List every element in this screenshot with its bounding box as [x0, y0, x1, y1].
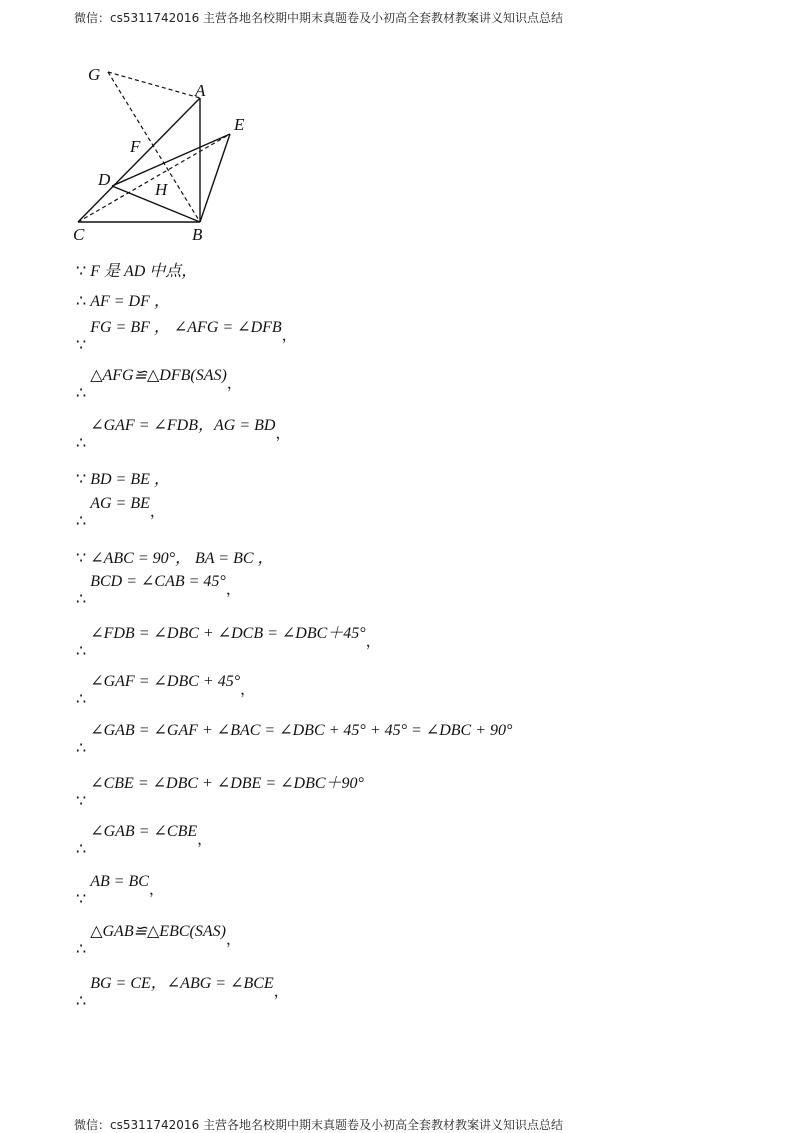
- dashed-ga: [108, 72, 200, 98]
- proof-expression: F 是 AD 中点，: [90, 263, 198, 280]
- because-symbol: ∵: [76, 261, 87, 280]
- proof-line: [76, 466, 170, 489]
- proof-line: [76, 417, 291, 452]
- because-symbol: ∵: [76, 335, 87, 354]
- proof-line: [76, 673, 256, 708]
- proof-line: [76, 367, 242, 402]
- proof-punctuation: ，: [149, 502, 165, 520]
- proof-expression: AF = DF ，: [90, 293, 170, 310]
- therefore-symbol: ∴: [76, 383, 87, 402]
- therefore-symbol: ∴: [76, 641, 87, 660]
- proof-punctuation: ，: [273, 982, 289, 1000]
- label-b: B: [192, 225, 203, 244]
- proof-expression: ∠GAF = ∠DBC + 45°: [90, 673, 241, 690]
- proof-expression: ∠GAF = ∠FDB，AG = BD: [90, 417, 276, 434]
- proof-expression: BCD = ∠CAB = 45°: [90, 573, 226, 590]
- proof-expression: FG = BF ， ∠AFG = ∠DFB: [90, 319, 282, 336]
- therefore-symbol: ∴: [76, 433, 87, 452]
- proof-expression: AG = BE: [90, 495, 150, 512]
- label-c: C: [73, 225, 85, 244]
- proof-punctuation: ，: [240, 680, 256, 698]
- proof-punctuation: ，: [225, 580, 241, 598]
- label-h: H: [155, 180, 168, 199]
- geometry-figure: [70, 60, 270, 250]
- proof-line: [76, 625, 381, 660]
- proof-punctuation: ，: [365, 632, 381, 650]
- proof-punctuation: ，: [275, 424, 291, 442]
- proof-line: [76, 775, 364, 810]
- label-d: D: [98, 170, 111, 189]
- proof-punctuation: ，: [148, 880, 164, 898]
- proof-line: [76, 923, 241, 958]
- because-symbol: ∵: [76, 469, 87, 488]
- label-a: A: [195, 81, 206, 100]
- proof-line: [76, 573, 241, 608]
- because-symbol: ∵: [76, 791, 87, 810]
- label-e: E: [234, 115, 245, 134]
- proof-expression: △AFG≌△DFB(SAS): [90, 367, 227, 384]
- segment-eb: [200, 134, 230, 222]
- therefore-symbol: ∴: [76, 291, 87, 310]
- label-g: G: [88, 65, 101, 84]
- proof-line: [76, 975, 289, 1010]
- therefore-symbol: ∴: [76, 839, 87, 858]
- page-footer-watermark: 微信：cs5311742016 主营各地名校期中期末真题卷及小初高全套教材教案讲义知识点总结: [74, 1118, 564, 1132]
- therefore-symbol: ∴: [76, 939, 87, 958]
- proof-line: [76, 823, 213, 858]
- therefore-symbol: ∴: [76, 738, 87, 757]
- proof-punctuation: ，: [226, 374, 242, 392]
- proof-punctuation: ，: [197, 830, 213, 848]
- therefore-symbol: ∴: [76, 589, 87, 608]
- therefore-symbol: ∴: [76, 511, 87, 530]
- proof-expression: AB = BC: [90, 873, 149, 890]
- proof-punctuation: ，: [225, 930, 241, 948]
- proof-line: [76, 288, 170, 311]
- proof-line: [76, 258, 197, 281]
- proof-line: [76, 319, 297, 354]
- proof-expression: ∠GAB = ∠GAF + ∠BAC = ∠DBC + 45° + 45° = ∠DBC + 90°: [90, 722, 513, 739]
- segment-ac: [78, 98, 200, 222]
- proof-expression: △GAB≌△EBC(SAS): [90, 923, 226, 940]
- label-f: F: [130, 137, 141, 156]
- because-symbol: ∵: [76, 548, 87, 567]
- dashed-gb: [108, 72, 200, 222]
- proof-line: [76, 495, 165, 530]
- proof-expression: BD = BE ，: [90, 471, 170, 488]
- proof-expression: ∠ABC = 90°， BA = BC ，: [90, 550, 274, 567]
- proof-line: [76, 873, 164, 908]
- proof-line: [76, 545, 274, 568]
- proof-expression: BG = CE，∠ABG = ∠BCE: [90, 975, 274, 992]
- therefore-symbol: ∴: [76, 689, 87, 708]
- proof-expression: ∠CBE = ∠DBC + ∠DBE = ∠DBC＋90°: [90, 775, 364, 792]
- proof-punctuation: ，: [281, 326, 297, 344]
- because-symbol: ∵: [76, 889, 87, 908]
- proof-line: [76, 722, 513, 757]
- proof-expression: ∠GAB = ∠CBE: [90, 823, 198, 840]
- therefore-symbol: ∴: [76, 991, 87, 1010]
- proof-expression: ∠FDB = ∠DBC + ∠DCB = ∠DBC＋45°: [90, 625, 366, 642]
- page-header-watermark: 微信：cs5311742016 主营各地名校期中期末真题卷及小初高全套教材教案讲义知识点总结: [74, 11, 564, 25]
